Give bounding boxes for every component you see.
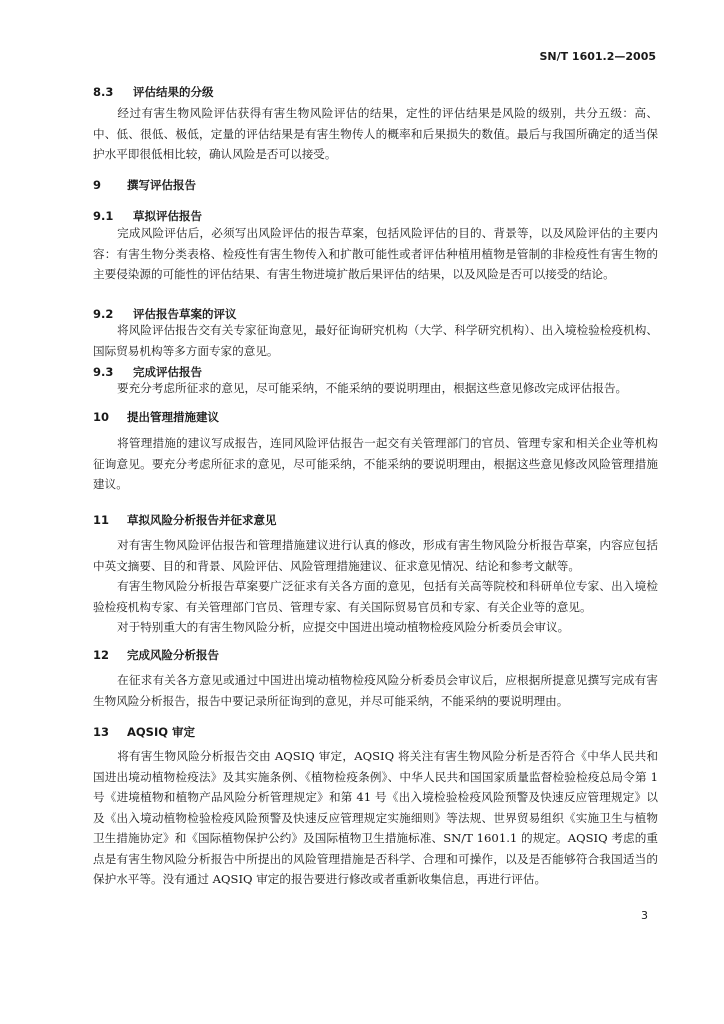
section-heading-9-1 bbox=[93, 208, 202, 224]
paragraph-text: 要充分考虑所征求的意见，尽可能采纳，不能采纳的要说明理由，根据这些意见修改完成评估报告。 bbox=[117, 381, 628, 395]
section-number: 11 bbox=[93, 513, 110, 527]
section-number: 9 bbox=[93, 178, 102, 192]
section-heading-11 bbox=[93, 512, 277, 528]
paragraph-text: 经过有害生物风险评估获得有害生物风险评估的结果，定性的评估结果是风险的级别，共分五级：高、中、低、很低、极低，定量的评估结果是有害生物传人的概率和后果损失的数值。最后与我国所确定的适当保护水平即很低相比较，确认风险是否可以接受。 bbox=[93, 106, 658, 161]
section-title: 撰写评估报告 bbox=[127, 178, 196, 192]
section-title: AQSIQ 审定 bbox=[127, 725, 196, 739]
paragraph-11-3 bbox=[93, 617, 658, 638]
page-number: 3 bbox=[641, 909, 648, 922]
section-heading-8-3 bbox=[93, 84, 214, 100]
paragraph-text: 将有害生物风险分析报告交由 AQSIQ 审定，AQSIQ 将关注有害生物风险分析是否符合《中华人民共和国进出境动植物检疫法》及其实施条例、《植物检疫条例》、中华人民共和国国家质量监督检验检疫总局令第 1 号《进境植物和植物产品风险分析管理规定》和第 41 号《出入境检验检疫风险预警及快速反应管理规定》以及《出入境动植物检验检疫风险预警及快速反应管理规定实施细则》等法规、世界贸易组织《实施卫生与植物卫生措施协定》和《国际植物保护公约》及国际植物卫生措施标准、SN/T 1601.1 的规定。AQSIQ 考虑的重点是有害生物风险分析报告中所提出的风险管理措施是否科学、合理和可操作，以及是否能够符合我国适当的保护水平等。没有通过 AQSIQ 审定的报告要进行修改或者重新收集信息，再进行评估。 bbox=[93, 749, 658, 886]
section-title: 草拟风险分析报告并征求意见 bbox=[127, 513, 277, 527]
paragraph-text: 将风险评估报告交有关专家征询意见，最好征询研究机构（大学、科学研究机构）、出入境检验检疫机构、国际贸易机构等多方面专家的意见。 bbox=[93, 323, 658, 358]
section-heading-13 bbox=[93, 724, 195, 740]
section-heading-10 bbox=[93, 409, 219, 425]
section-number: 9.1 bbox=[93, 209, 114, 223]
section-number: 9.3 bbox=[93, 365, 114, 379]
section-title: 提出管理措施建议 bbox=[127, 410, 219, 424]
section-title: 评估结果的分级 bbox=[133, 85, 214, 99]
paragraph-text: 对有害生物风险评估报告和管理措施建议进行认真的修改，形成有害生物风险分析报告草案，内容应包括中英文摘要、目的和背景、风险评估、风险管理措施建议、征求意见情况、结论和参考文献等。 bbox=[93, 538, 658, 573]
section-number: 12 bbox=[93, 648, 110, 662]
section-title: 草拟评估报告 bbox=[133, 209, 202, 223]
section-title: 完成风险分析报告 bbox=[127, 648, 219, 662]
paragraph-text: 在征求有关各方意见或通过中国进出境动植物检疫风险分析委员会审议后，应根据所提意见撰写完成有害生物风险分析报告，报告中要记录所征询到的意见，并尽可能采纳，不能采纳的要说明理由。 bbox=[93, 673, 658, 708]
section-heading-12 bbox=[93, 647, 219, 663]
paragraph-9-2 bbox=[93, 320, 658, 361]
paragraph-12 bbox=[93, 670, 658, 711]
paragraph-9-1 bbox=[93, 223, 658, 285]
paragraph-11-2 bbox=[93, 576, 658, 617]
paragraph-8-3 bbox=[93, 103, 658, 165]
paragraph-11-1 bbox=[93, 535, 658, 576]
section-number: 13 bbox=[93, 725, 110, 739]
section-heading-9 bbox=[93, 177, 196, 193]
section-number: 9.2 bbox=[93, 307, 114, 321]
paragraph-9-3 bbox=[93, 378, 658, 399]
section-title: 完成评估报告 bbox=[133, 365, 202, 379]
section-number: 8.3 bbox=[93, 85, 114, 99]
section-title: 评估报告草案的评议 bbox=[133, 307, 237, 321]
standard-code-header: SN/T 1601.2—2005 bbox=[539, 50, 656, 63]
paragraph-10 bbox=[93, 433, 658, 495]
paragraph-text: 对于特别重大的有害生物风险分析，应提交中国进出境动植物检疫风险分析委员会审议。 bbox=[117, 620, 570, 634]
paragraph-text: 完成风险评估后，必须写出风险评估的报告草案，包括风险评估的目的、背景等，以及风险评估的主要内容：有害生物分类表格、检疫性有害生物传入和扩散可能性或者评估种植用植物是管制的非检疫性有害生物的主要侵染源的可能性的评估结果、有害生物进境扩散后果评估的结果，以及风险是否可以接受的结论。 bbox=[93, 226, 658, 281]
section-number: 10 bbox=[93, 410, 110, 424]
paragraph-13 bbox=[93, 746, 658, 890]
paragraph-text: 有害生物风险分析报告草案要广泛征求有关各方面的意见，包括有关高等院校和科研单位专家、出入境检验检疫机构专家、有关管理部门官员、管理专家、有关国际贸易官员和专家、有关企业等的意见。 bbox=[93, 579, 658, 614]
paragraph-text: 将管理措施的建议写成报告，连同风险评估报告一起交有关管理部门的官员、管理专家和相关企业等机构征询意见。要充分考虑所征求的意见，尽可能采纳，不能采纳的要说明理由，根据这些意见修改风险管理措施建议。 bbox=[93, 436, 658, 491]
